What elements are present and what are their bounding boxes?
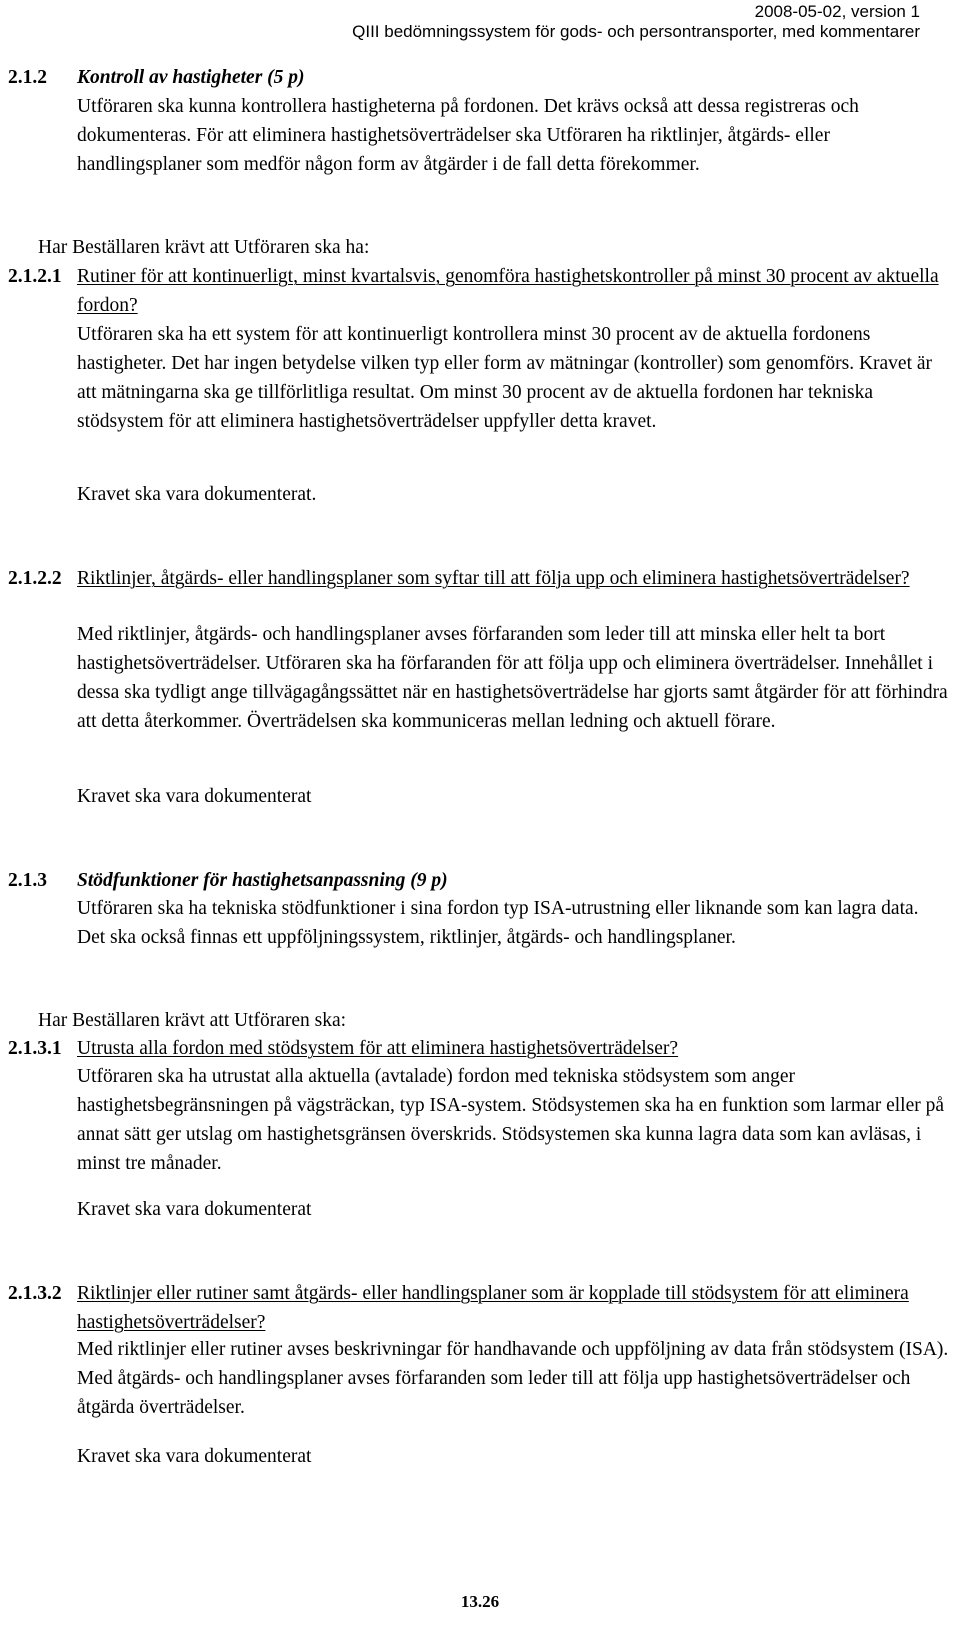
question-text: Riktlinjer, åtgärds- eller handlingsplaner som syftar till att följa upp och eliminera hastighetsöverträdelser? [77,568,910,589]
question-body: Med riktlinjer eller rutiner avses beskrivningar för handhavande och uppföljning av data från stödsystem (ISA). Med åtgärds- och handlingsplaner avses förfaranden som leder till att följa upp hastighetsöverträdelser och åtgärda överträdelser. [77,1339,949,1418]
header-date-version: 2008-05-02, version 1 [754,2,920,21]
section-body: Utföraren ska kunna kontrollera hastigheterna på fordonen. Det krävs också att dessa registreras och dokumenteras. För att eliminera hastighetsöverträdelser ska Utföraren ha riktlinjer, åtgärds- eller handlingsplaner som medför någon form av åtgärder i de fall detta förekommer. [77,96,859,175]
question-number: 2.1.2.2 [8,568,62,589]
page-number: 13.26 [460,1592,500,1611]
section-title: Stödfunktioner för hastighetsanpassning (9 p) [77,870,448,891]
section-intro: Har Beställaren krävt att Utföraren ska ha: [38,237,370,258]
section-intro: Har Beställaren krävt att Utföraren ska: [38,1010,347,1031]
section-number: 2.1.3 [8,870,47,891]
question-text: Rutiner för att kontinuerligt, minst kvartalsvis, genomföra hastighetskontroller på minst 30 procent av aktuella fordon? [77,266,939,316]
question-text: Riktlinjer eller rutiner samt åtgärds- eller handlingsplaner som är kopplade till stödsystem för att eliminera hastighetsöverträdelser? [77,1283,909,1333]
requirement-note: Kravet ska vara dokumenterat [77,1199,312,1220]
question-body: Utföraren ska ha ett system för att kontinuerligt kontrollera minst 30 procent av de aktuella fordonens hastigheter. Det har ingen betydelse vilken typ eller form av mätningar (kontroller) som genomförs. Kravet är att mätningarna ska ge tillförlitliga resultat. Om minst 30 procent av de aktuella fordonen har tekniska stödsystem för att eliminera hastighetsöverträdelser uppfyller detta kravet. [77,324,933,432]
requirement-note: Kravet ska vara dokumenterat. [77,484,317,505]
requirement-note: Kravet ska vara dokumenterat [77,1446,312,1467]
header-document-title: QIII bedömningssystem för gods- och persontransporter, med kommentarer [352,22,920,41]
question-body: Utföraren ska ha utrustat alla aktuella (avtalade) fordon med tekniska stödsystem som anger hastighetsbegränsningen på vägsträckan, typ ISA-system. Stödsystemen ska ha en funktion som larmar eller på annat sätt ger utslag om hastighetsgränsen överskrids. Stödsystemen ska kunna lagra data som kan avläsas, i minst tre månader. [77,1066,945,1174]
question-number: 2.1.3.2 [8,1283,62,1304]
question-text: Utrusta alla fordon med stödsystem för att eliminera hastighetsöverträdelser? [77,1038,679,1059]
question-body: Med riktlinjer, åtgärds- och handlingsplaner avses förfaranden som leder till att minska eller helt ta bort hastighetsöverträdelser. Utföraren ska ha förfaranden för att följa upp och eliminera överträdelser. Innehållet i dessa ska tydligt ange tillvägagångssättet när en hastighetsöverträdelse har gjorts samt åtgärder för att förhindra att detta återkommer. Överträdelsen ska kommuniceras mellan ledning och aktuell förare. [77,624,948,732]
section-body: Utföraren ska ha tekniska stödfunktioner i sina fordon typ ISA-utrustning eller liknande som kan lagra data. Det ska också finnas ett uppföljningssystem, riktlinjer, åtgärds- och handlingsplaner. [77,898,919,948]
requirement-note: Kravet ska vara dokumenterat [77,786,312,807]
section-title: Kontroll av hastigheter (5 p) [77,67,305,88]
question-number: 2.1.3.1 [8,1038,62,1059]
question-number: 2.1.2.1 [8,266,62,287]
section-number: 2.1.2 [8,67,47,88]
